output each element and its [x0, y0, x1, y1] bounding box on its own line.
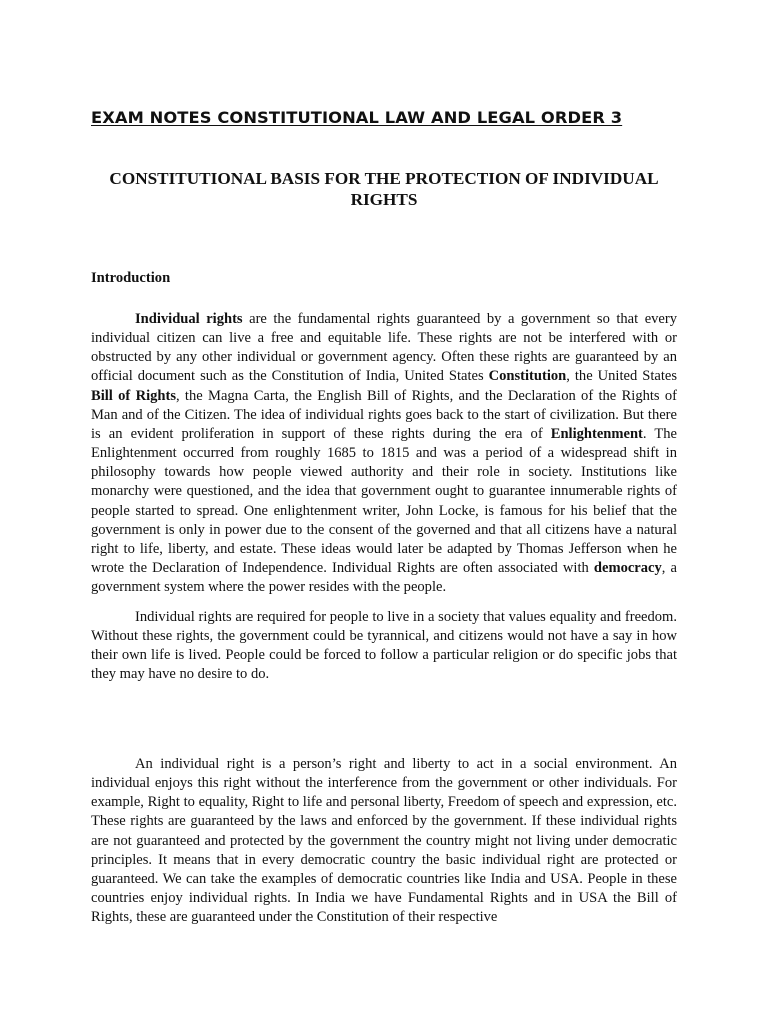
- term-democracy: democracy: [593, 560, 662, 577]
- section-heading-introduction: Introduction: [91, 270, 171, 286]
- paragraph-text: . The Enlightenment occurred from roughly 1685 to 1815 and was a period of a widespread shift in philosophy towards how people viewed authority and their role in society. Institutions like monarchy were questioned, and the idea that government ought to guarantee innumerable rights of people started to spread. One enlightenment writer, John Locke, is famous for his belief that the government is only in power due to the consent of the governed and that all citizens have a natural right to life, liberty, and estate. These ideas would later be adapted by Thomas Jefferson when he wrote the Declaration of Independence. Individual Rights are often associated with: [91, 425, 677, 577]
- paragraph-individual-right-definition: An individual right is a person’s right and liberty to act in a social environment. An individual enjoys this right without the interference from the government or other individuals. For example, Right to equality, Right to life and personal liberty, Freedom of speech and expression, etc. These rights are guaranteed by the laws and enforced by the government. If these individual rights are not guaranteed and protected by the government the country might not living under democratic principles. It means that in every democratic country the basic individual right are protected or guaranteed. We can take the examples of democratic countries like India and USA. People in these countries enjoy individual rights. In India we have Fundamental Rights and in USA the Bill of Rights, these are guaranteed under the Constitution of their respective: [91, 756, 677, 926]
- document-title: EXAM NOTES CONSTITUTIONAL LAW AND LEGAL ORDER 3: [91, 108, 623, 127]
- paragraph-text: , the United States: [566, 368, 677, 385]
- term-enlightenment: Enlightenment: [550, 425, 643, 442]
- paragraph-text: are the fundamental rights guaranteed by a government so that every individual citizen can live a free and equitable life. These rights are not be interfered with or obstructed by any other individual or government agency. Often these rights are guaranteed by an official document such as the Constitution of India, United States: [91, 311, 678, 385]
- term-bill-of-rights: Bill of Rights: [91, 387, 176, 404]
- paragraph-text: , a government system where the power resides with the people.: [91, 560, 678, 596]
- paragraph-introduction-1: [91, 310, 677, 597]
- paragraph-introduction-2: Individual rights are required for people to live in a society that values equality and freedom. Without these rights, the government could be tyrannical, and citizens would not have a say in how their own life is lived. People could be forced to follow a particular religion or do specific jobs that they may have no desire to do.: [91, 609, 677, 683]
- term-individual-rights: Individual rights: [135, 311, 243, 327]
- paragraph-text: , the Magna Carta, the English Bill of Rights, and the Declaration of the Rights of Man and of the Citizen. The idea of individual rights goes back to the start of civilization. But there is an evident proliferation in support of these rights during the era of: [91, 387, 677, 442]
- document-subtitle: CONSTITUTIONAL BASIS FOR THE PROTECTION OF INDIVIDUAL RIGHTS: [109, 169, 659, 209]
- term-constitution: Constitution: [488, 368, 567, 385]
